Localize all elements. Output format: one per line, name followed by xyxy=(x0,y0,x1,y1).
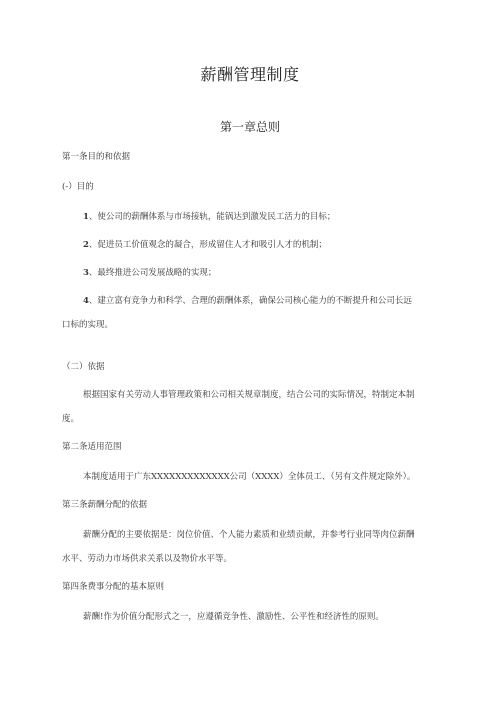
basis-paragraph-line1: 根据国家有关劳动人事管理政策和公司相关规章制度，结合公司的实际情况，特制定本制 xyxy=(83,390,415,400)
purpose-item-2 xyxy=(83,240,327,251)
item-text: 、促进员工价值观念的凝合，形成留住人才和吸引人才的机制； xyxy=(88,240,327,250)
item-text: 、使公司的薪酬体系与市场接轨，能锅达到激发民工活力的目标； xyxy=(88,212,336,222)
item-number: 3 xyxy=(83,268,89,278)
article4-heading: 第四条费事分配的基本原则 xyxy=(62,582,165,592)
item-text: 、最终推进公司发展战略的实现； xyxy=(88,268,217,278)
basis-of-pay-line2: 水平、劳动力市场供求关系以及物价水平等。 xyxy=(62,554,233,564)
article2-heading: 第二条适用范围 xyxy=(62,442,122,452)
basis-paragraph-line2: 度。 xyxy=(62,414,80,424)
chapter-title: 第一章总则 xyxy=(219,120,280,134)
item-number: 1 xyxy=(83,212,89,222)
article1-sub1-heading: (-）目的 xyxy=(62,182,94,192)
item-number: 4 xyxy=(83,296,89,306)
basis-of-pay-line1: 薪酬分配的主要依据是：岗位价值、个人能力素质和业绩贡献，并参考行业同等肉位薪酬 xyxy=(83,530,415,540)
article3-heading: 第三条薪酬分配的依据 xyxy=(62,500,148,510)
purpose-item-4-continuation: 口标的实现。 xyxy=(62,320,114,330)
scope-paragraph: 本制度适用于广东XXXXXXXXXXXXX公司（XXXX）全体员工、（另有文件规定除外）。 xyxy=(83,472,416,482)
purpose-item-1 xyxy=(83,212,335,223)
item-number: 2 xyxy=(83,240,89,250)
article1-heading: 第一条目的和依据 xyxy=(62,152,131,162)
article1-sub2-heading: （二）依据 xyxy=(62,362,105,372)
purpose-item-3 xyxy=(83,268,216,279)
item-text: 、建立富有竞争力和科学、合理的薪酬体系，确保公司核心能力的不断提升和公司长远 xyxy=(88,296,412,306)
document-title: 薪酬管理制度 xyxy=(200,65,300,84)
principles-paragraph: 薪酬!作为价值分配形式之一，应遵循竞争性、激励性、公平性和经济性的原则。 xyxy=(83,612,384,622)
purpose-item-4 xyxy=(83,296,412,307)
